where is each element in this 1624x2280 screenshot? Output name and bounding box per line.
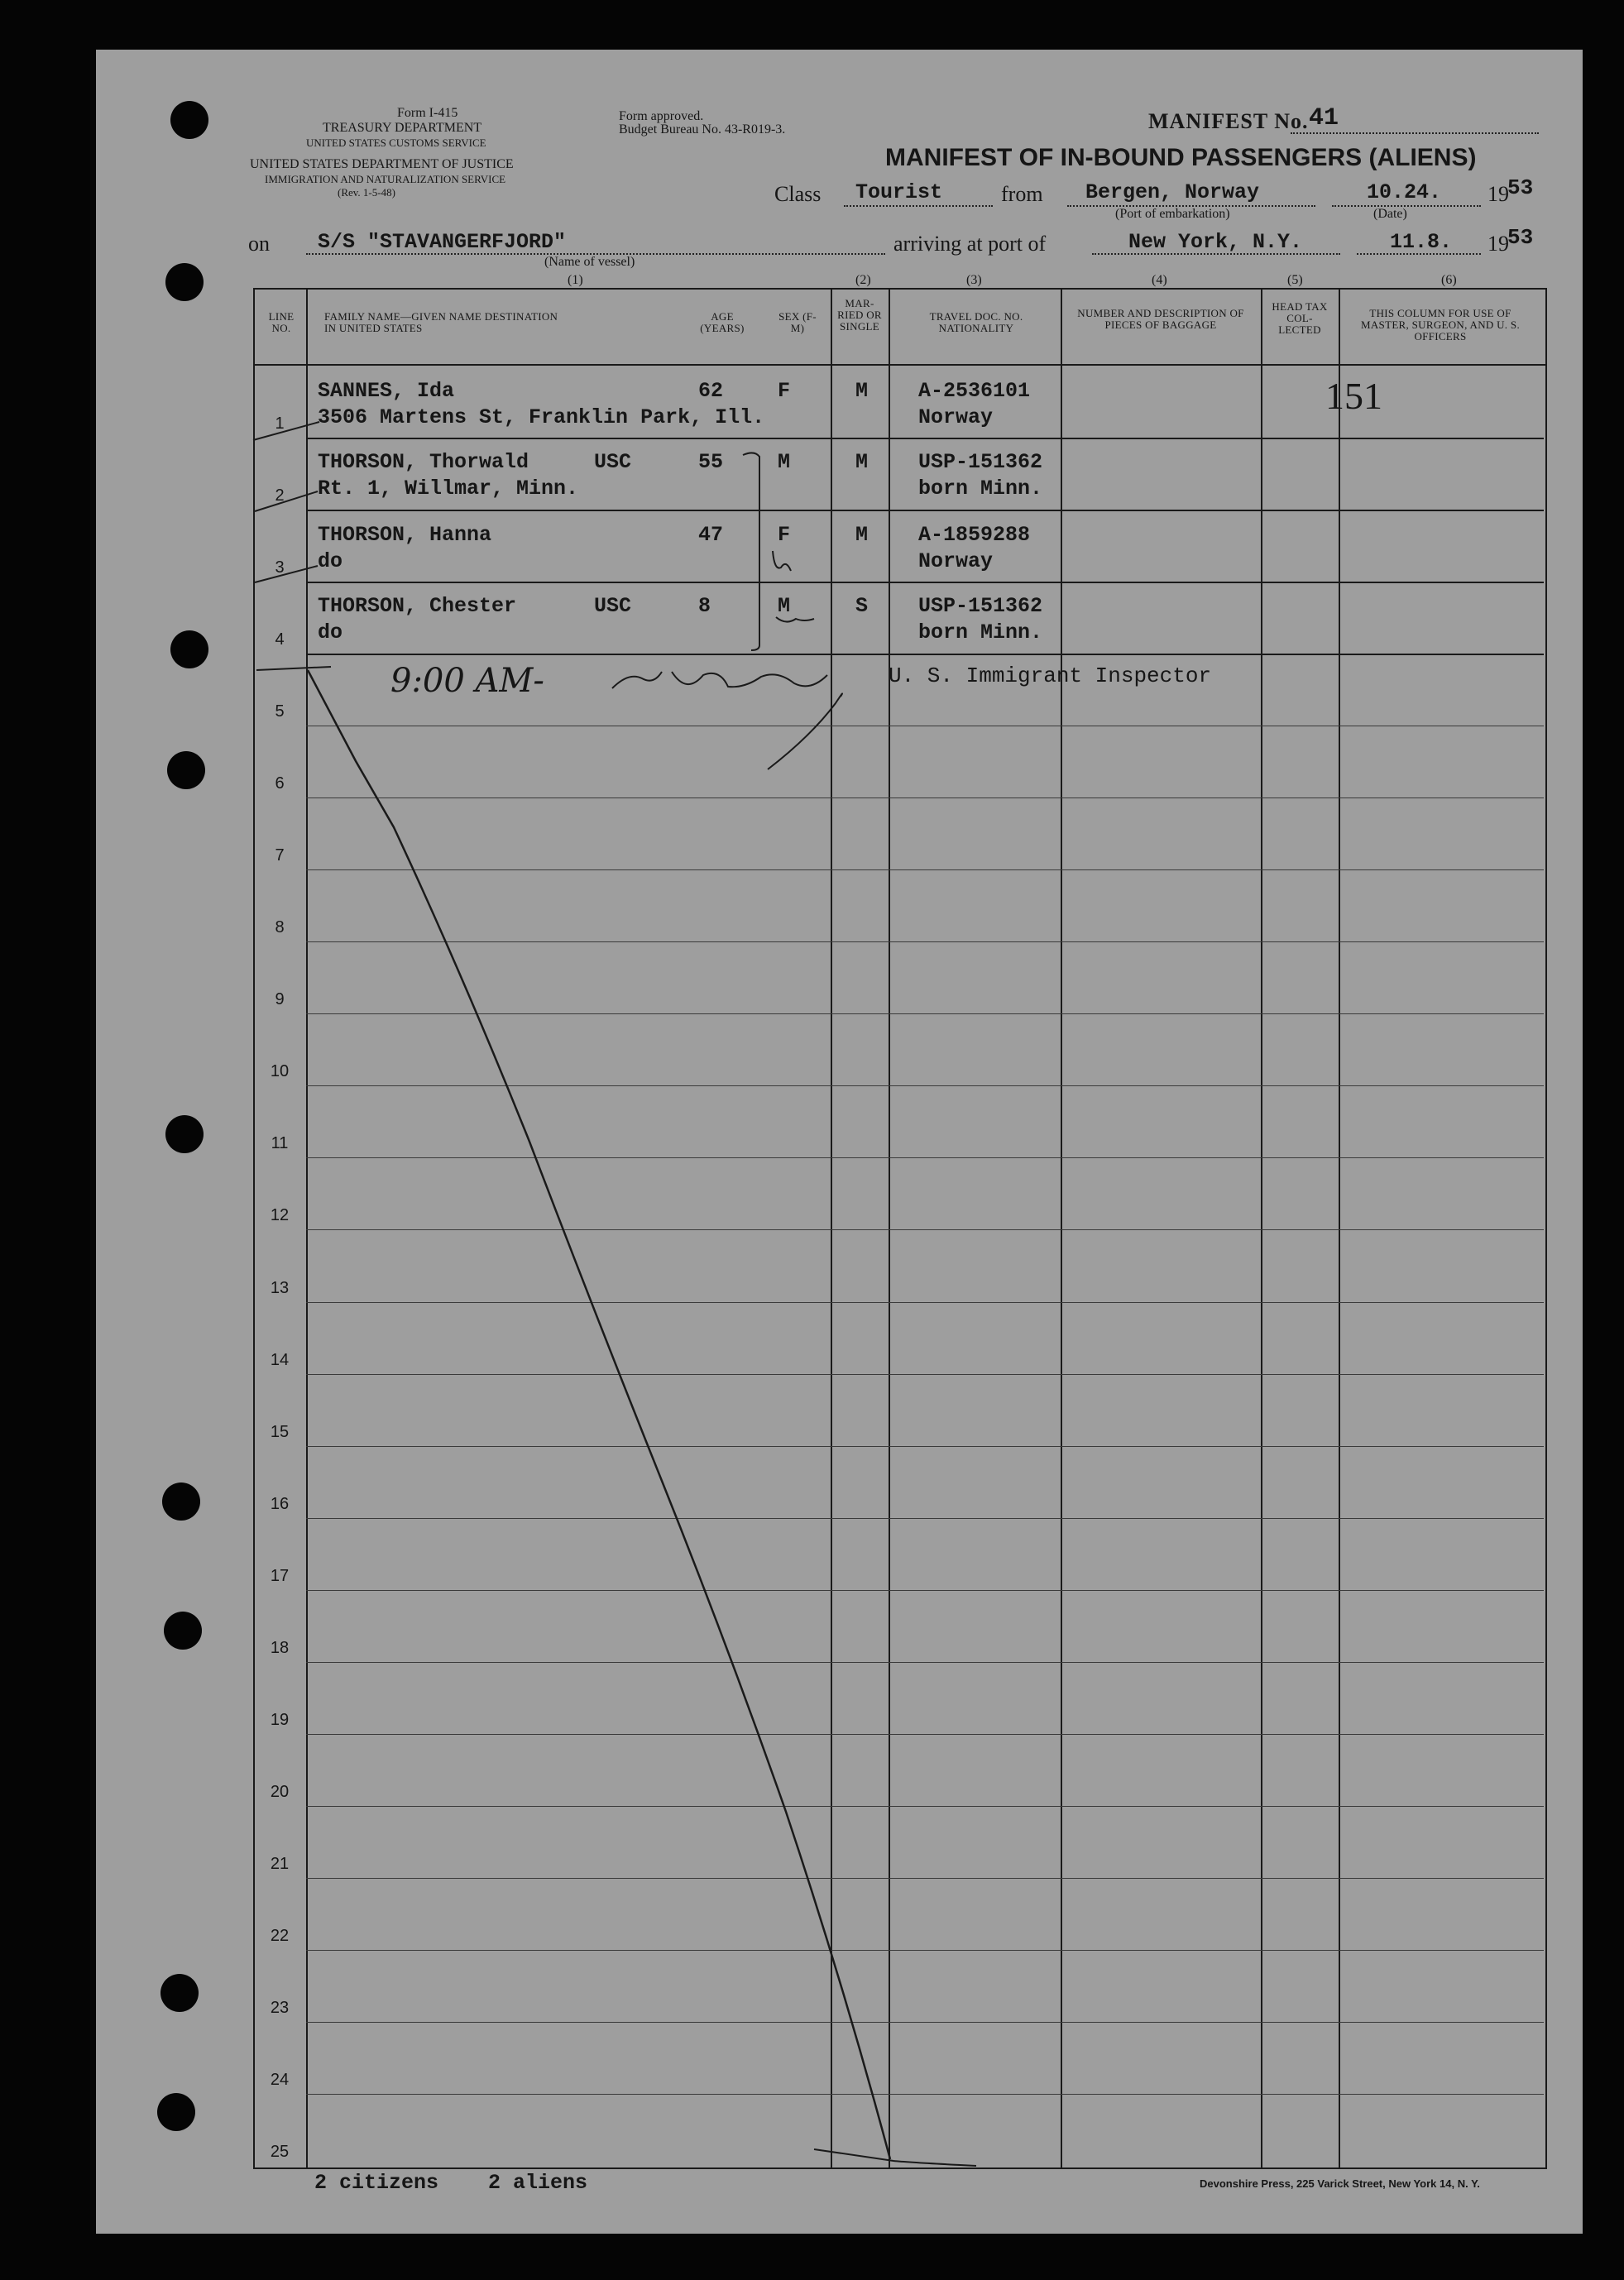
line-number: 11 <box>271 1134 289 1152</box>
line-number: 22 <box>270 1927 290 1945</box>
line-number: 13 <box>270 1279 290 1297</box>
on-label: on <box>248 232 270 256</box>
column-divider <box>1061 288 1062 2167</box>
column-number: (1) <box>568 273 583 287</box>
arrival-year-prefix: 19 <box>1487 232 1509 256</box>
line-number: 8 <box>275 918 285 936</box>
line-number: 16 <box>270 1495 290 1513</box>
line-number: 3 <box>275 558 285 577</box>
passenger-table <box>253 288 1547 2169</box>
arrival-date: 11.8. <box>1390 230 1453 254</box>
passenger-destination: Rt. 1, Willmar, Minn. <box>318 477 579 501</box>
column-number: (3) <box>966 273 982 287</box>
row-rule <box>306 1806 1544 1807</box>
line-number: 24 <box>270 2071 290 2089</box>
line-number: 10 <box>270 1062 290 1080</box>
column-number: (6) <box>1441 273 1457 287</box>
row-rule <box>306 1302 1544 1303</box>
row-rule <box>306 1662 1544 1663</box>
class-value: Tourist <box>855 180 943 204</box>
passenger-destination: 3506 Martens St, Franklin Park, Ill. <box>318 405 765 429</box>
column-number: (4) <box>1152 273 1167 287</box>
arrival-port-rule <box>1092 253 1340 255</box>
row-rule <box>306 1229 1544 1230</box>
arrival-date-rule <box>1357 253 1481 255</box>
form-approved: Form approved. <box>619 109 704 123</box>
passenger-doc: USP-151362 <box>918 594 1043 618</box>
arrival-year: 53 <box>1507 225 1534 250</box>
line-number: 18 <box>270 1639 290 1657</box>
stamp-number: 151 <box>1325 375 1382 417</box>
justice-department: UNITED STATES DEPARTMENT OF JUSTICE <box>250 157 514 171</box>
line-number: 15 <box>270 1423 290 1441</box>
passenger-name: SANNES, Ida <box>318 379 455 403</box>
passenger-marital: M <box>855 523 869 547</box>
passenger-marital: M <box>855 450 869 474</box>
line-number: 2 <box>275 486 285 505</box>
form-number: Form I-415 <box>397 106 458 120</box>
passenger-usc: USC <box>594 450 632 474</box>
class-label: Class <box>774 182 822 206</box>
row-rule <box>306 869 1544 870</box>
line-number: 21 <box>270 1855 290 1873</box>
row-rule <box>306 1446 1544 1447</box>
col-name-destination: FAMILY NAME—GIVEN NAME DESTINATION IN UNITED STATES <box>324 310 558 334</box>
row-rule <box>306 1085 1544 1086</box>
passenger-age: 55 <box>698 450 724 474</box>
row-rule <box>306 1013 1544 1014</box>
col-travel-doc: TRAVEL DOC. NO. NATIONALITY <box>929 310 1023 334</box>
row-rule <box>306 941 1544 942</box>
punch-hole <box>170 630 208 668</box>
punch-hole <box>162 1482 200 1521</box>
col-age: AGE (YEARS) <box>700 310 745 334</box>
line-number: 6 <box>275 774 285 793</box>
line-number: 14 <box>270 1351 290 1369</box>
line-number: 20 <box>270 1783 290 1801</box>
treasury-department: TREASURY DEPARTMENT <box>323 121 482 135</box>
row-rule <box>306 654 1544 655</box>
passenger-doc: A-2536101 <box>918 379 1031 403</box>
passenger-sex: M <box>778 450 791 474</box>
col-sex: SEX (F-M) <box>778 310 817 334</box>
from-label: from <box>1001 182 1043 206</box>
passenger-usc: USC <box>594 594 632 618</box>
row-rule <box>306 582 1544 583</box>
row-rule <box>306 510 1544 511</box>
manifest-number-rule <box>1291 132 1539 134</box>
port-embarkation-caption: (Port of embarkation) <box>1115 207 1230 221</box>
col-baggage: NUMBER AND DESCRIPTION OF PIECES OF BAGGAGE <box>1077 307 1244 331</box>
passenger-name: THORSON, Hanna <box>318 523 492 547</box>
passenger-sex: M <box>778 594 791 618</box>
passenger-nationality: born Minn. <box>918 620 1043 644</box>
line-number: 25 <box>270 2143 290 2161</box>
row-rule <box>306 1590 1544 1591</box>
passenger-age: 8 <box>698 594 711 618</box>
aliens-count: 2 aliens <box>488 2171 588 2195</box>
ins-service: IMMIGRATION AND NATURALIZATION SERVICE <box>265 173 506 185</box>
row-rule <box>306 1518 1544 1519</box>
passenger-name: THORSON, Chester <box>318 594 517 618</box>
row-rule <box>306 1374 1544 1375</box>
date-caption: (Date) <box>1373 207 1407 221</box>
inspector-title: U. S. Immigrant Inspector <box>889 663 1212 688</box>
printer-credit: Devonshire Press, 225 Varick Street, New York 14, N. Y. <box>1200 2177 1480 2190</box>
column-number: (2) <box>855 273 871 287</box>
col-head-tax: HEAD TAX COL-LECTED <box>1272 300 1328 336</box>
column-divider <box>1339 288 1340 2167</box>
passenger-destination: do <box>318 620 343 644</box>
row-rule <box>306 438 1544 439</box>
passenger-destination: do <box>318 549 343 573</box>
class-rule <box>844 205 993 207</box>
line-number: 12 <box>270 1206 290 1224</box>
passenger-nationality: Norway <box>918 405 994 429</box>
column-divider <box>1261 288 1262 2167</box>
punch-hole <box>165 1115 204 1153</box>
line-number: 4 <box>275 630 285 649</box>
passenger-sex: F <box>778 523 791 547</box>
passenger-name: THORSON, Thorwald <box>318 450 529 474</box>
column-divider <box>831 288 832 2167</box>
line-number: 5 <box>275 702 285 721</box>
punch-hole <box>157 2093 195 2131</box>
header-divider <box>253 364 1545 366</box>
vessel-name: S/S "STAVANGERFJORD" <box>318 230 567 254</box>
passenger-age: 62 <box>698 379 724 403</box>
row-rule <box>306 1734 1544 1735</box>
punch-hole <box>160 1974 199 2012</box>
col-line-no: LINE NO. <box>268 310 295 334</box>
col-married: MAR-RIED OR SINGLE <box>837 297 882 333</box>
punch-hole <box>170 101 208 139</box>
embarkation-port: Bergen, Norway <box>1085 180 1260 204</box>
line-number: 1 <box>275 414 285 433</box>
manifest-title: MANIFEST OF IN-BOUND PASSENGERS (ALIENS) <box>885 144 1477 171</box>
handwritten-time: 9:00 AM- <box>390 662 544 700</box>
punch-hole <box>165 263 204 301</box>
line-number: 23 <box>270 1999 290 2017</box>
column-number: (5) <box>1287 273 1303 287</box>
manifest-number-label: MANIFEST No. <box>1148 109 1309 133</box>
row-rule <box>306 2022 1544 2023</box>
passenger-marital: M <box>855 379 869 403</box>
embarkation-year: 53 <box>1507 175 1534 200</box>
line-number: 17 <box>270 1567 290 1585</box>
passenger-age: 47 <box>698 523 724 547</box>
passenger-doc: A-1859288 <box>918 523 1031 547</box>
arrival-port: New York, N.Y. <box>1128 230 1303 254</box>
punch-hole <box>164 1612 202 1650</box>
passenger-sex: F <box>778 379 791 403</box>
manifest-number: 41 <box>1309 104 1339 132</box>
passenger-doc: USP-151362 <box>918 450 1043 474</box>
row-rule <box>306 1950 1544 1951</box>
col-officers: THIS COLUMN FOR USE OF MASTER, SURGEON, AND U. S. OFFICERS <box>1361 307 1520 342</box>
line-number: 19 <box>270 1711 290 1729</box>
arriving-label: arriving at port of <box>893 232 1047 256</box>
budget-bureau-no: Budget Bureau No. 43-R019-3. <box>619 122 786 137</box>
passenger-nationality: born Minn. <box>918 477 1043 501</box>
passenger-marital: S <box>855 594 869 618</box>
column-divider <box>306 288 308 2167</box>
row-rule <box>306 1878 1544 1879</box>
citizens-count: 2 citizens <box>314 2171 439 2195</box>
row-rule <box>306 1157 1544 1158</box>
column-divider <box>889 288 890 2167</box>
line-number: 9 <box>275 990 285 1008</box>
line-number: 7 <box>275 846 285 865</box>
punch-hole <box>167 751 205 789</box>
embarkation-year-prefix: 19 <box>1487 182 1509 206</box>
form-revision: (Rev. 1-5-48) <box>338 186 395 199</box>
vessel-caption: (Name of vessel) <box>544 255 635 269</box>
customs-service: UNITED STATES CUSTOMS SERVICE <box>306 137 486 149</box>
passenger-nationality: Norway <box>918 549 994 573</box>
row-rule <box>306 2094 1544 2095</box>
embarkation-date: 10.24. <box>1367 180 1442 204</box>
